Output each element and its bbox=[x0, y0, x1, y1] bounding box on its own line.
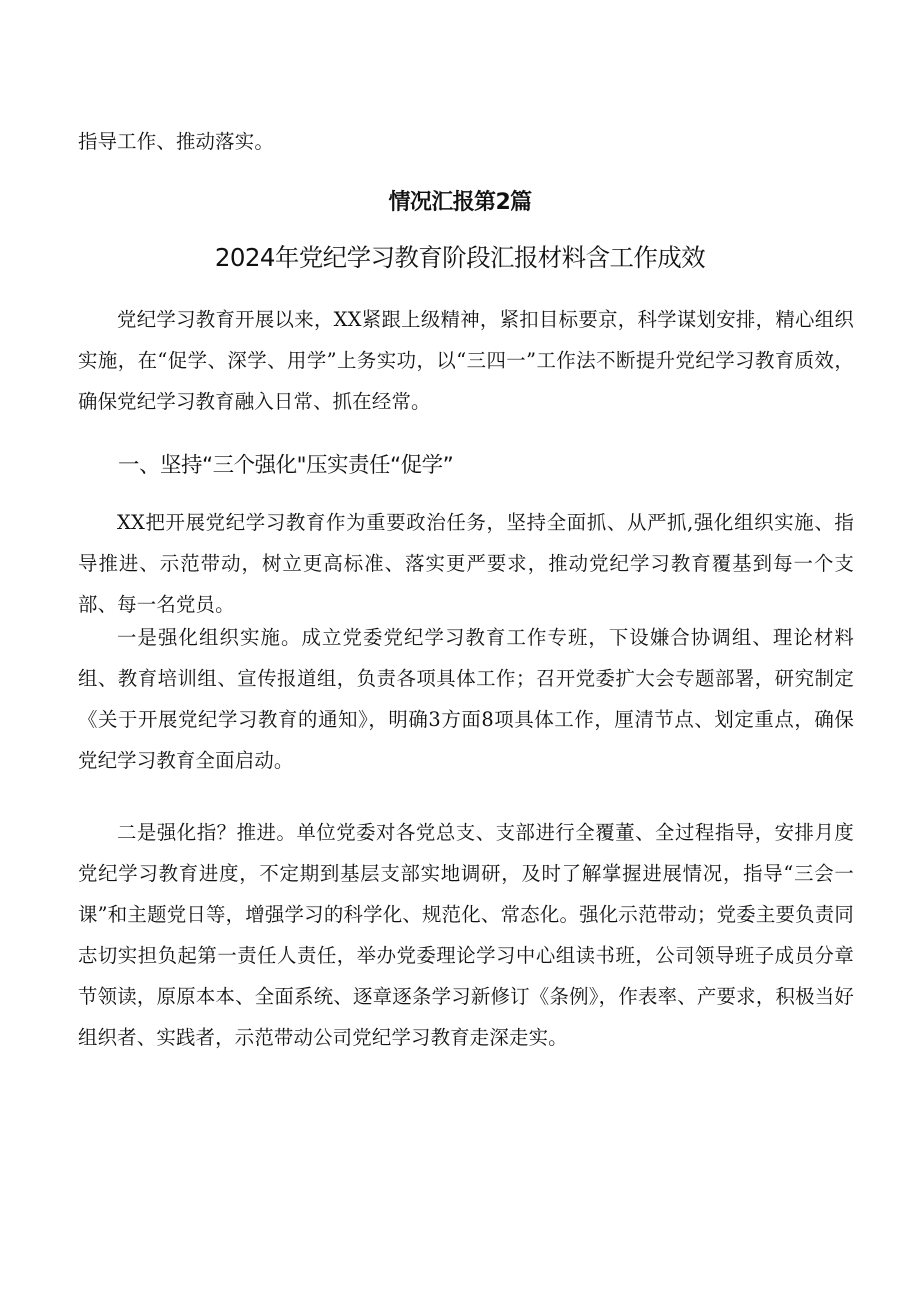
intro-paragraph: 党纪学习教育开展以来，XX紧跟上级精神，紧扣目标要京，科学谋划安排，精心组织实施，在“促学、深学、用学”上务实功，以“三四一”工作法不断提升党纪学习教育质效，确保党纪学习教育融入日常、抓在经常。 bbox=[78, 308, 854, 413]
lead-line: 指导工作、推动落实。 bbox=[78, 130, 274, 153]
section-1-heading: 一、坚持“三个强化"压实责任“促学” bbox=[118, 453, 454, 478]
point-1-paragraph: 一是强化组织实施。成立党委党纪学习教育工作专班，下设嫌合协调组、理论材料组、教育培训组、宣传报道组，负责各项具体工作；召开党委扩大会专题部署，研究制定《关于开展党纪学习教育的通知》，明确3方面8项具体工作，厘清节点、划定重点，确保党纪学习教育全面启动。 bbox=[78, 626, 854, 772]
point-2-paragraph: 二是强化指？推进。单位党委对各党总支、支部进行全覆董、全过程指导，安排月度党纪学习教育进度，不定期到基层支部实地调研，及时了解掌握进展情况，指导“三会一课”和主题党日等，增强学习的科学化、规范化、常态化。强化示范带动；党委主要负责同志切实担负起第一责任人责任，举办党委理论学习中心组读书班，公司领导班子成员分章节领读，原原本本、全面系统、逐章逐条学习新修订《条例》，作表率、产要求，积极当好组织者、实践者，示范带动公司党纪学习教育走深走实。 bbox=[78, 821, 854, 1049]
section-1-paragraph: XX把开展党纪学习教育作为重要政治任务，坚持全面抓、从严抓,强化组织实施、指导推进、示范带动，树立更高标准、落实更严要求，推动党纪学习教育覆基到每一个支部、每一名党员。 bbox=[78, 511, 854, 616]
document-title: 2024年党纪学习教育阶段汇报材料含工作成效 bbox=[214, 243, 706, 272]
article-label: 情况汇报第2篇 bbox=[388, 190, 532, 215]
